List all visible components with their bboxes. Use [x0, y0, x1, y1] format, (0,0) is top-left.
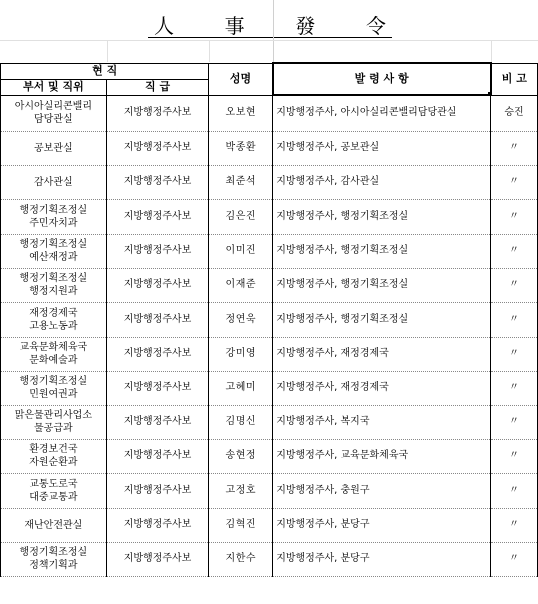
order-cell[interactable]: 지방행정주사, 재정경제국 [273, 337, 491, 371]
note-cell[interactable]: 〃 [491, 439, 538, 473]
name-cell[interactable]: 김명신 [209, 405, 273, 439]
grade-cell[interactable]: 지방행정주사보 [106, 302, 209, 337]
personnel-table [0, 62, 538, 577]
grid-line [107, 40, 108, 62]
note-cell[interactable]: 〃 [491, 131, 538, 165]
name-cell[interactable]: 송현정 [209, 439, 273, 473]
grade-cell[interactable]: 지방행정주사보 [106, 95, 209, 131]
table-row [1, 95, 538, 131]
dept-cell[interactable]: 공보관실 [1, 131, 107, 165]
page-title [148, 12, 392, 38]
dept-cell[interactable]: 재난안전관실 [1, 508, 107, 542]
dept-cell[interactable]: 행정기획조정실 예산재정과 [1, 234, 107, 268]
order-cell[interactable]: 지방행정주사, 행정기획조정실 [273, 234, 491, 268]
order-cell[interactable]: 지방행정주사, 아시아실리콘밸리담당관실 [273, 95, 491, 131]
name-cell[interactable]: 김혁진 [209, 508, 273, 542]
table-row [1, 473, 538, 508]
table-row [1, 439, 538, 473]
order-cell[interactable]: 지방행정주사, 행정기획조정실 [273, 268, 491, 302]
dept-cell[interactable]: 아시아실리콘밸리 담당관실 [1, 95, 107, 131]
note-cell[interactable]: 〃 [491, 199, 538, 234]
header-order[interactable] [273, 63, 491, 95]
grade-cell[interactable]: 지방행정주사보 [106, 199, 209, 234]
table-row [1, 165, 538, 199]
order-cell[interactable]: 지방행정주사, 공보관실 [273, 131, 491, 165]
cell-fill-handle[interactable] [488, 92, 491, 95]
column-divider [273, 0, 274, 62]
header-current[interactable]: 현 직 [1, 63, 209, 79]
order-cell[interactable]: 지방행정주사, 분당구 [273, 542, 491, 576]
order-cell[interactable]: 지방행정주사, 교육문화체육국 [273, 439, 491, 473]
note-cell[interactable]: 〃 [491, 165, 538, 199]
name-cell[interactable]: 최준석 [209, 165, 273, 199]
order-cell[interactable]: 지방행정주사, 행정기획조정실 [273, 199, 491, 234]
header-dept-position[interactable]: 부서 및 직위 [1, 79, 107, 95]
order-cell[interactable]: 지방행정주사, 재정경제국 [273, 371, 491, 405]
title-char: 發 [295, 14, 316, 38]
header-note[interactable]: 비 고 [491, 63, 538, 95]
dept-cell[interactable]: 행정기획조정실 주민자치과 [1, 199, 107, 234]
table-body [1, 95, 538, 576]
table-row [1, 268, 538, 302]
note-cell[interactable]: 승진 [491, 95, 538, 131]
grade-cell[interactable]: 지방행정주사보 [106, 371, 209, 405]
table-row [1, 508, 538, 542]
grade-cell[interactable]: 지방행정주사보 [106, 439, 209, 473]
dept-cell[interactable]: 환경보건국 자원순환과 [1, 439, 107, 473]
note-cell[interactable]: 〃 [491, 234, 538, 268]
table-row [1, 302, 538, 337]
table-row [1, 199, 538, 234]
grade-cell[interactable]: 지방행정주사보 [106, 165, 209, 199]
grid-line [491, 40, 492, 62]
name-cell[interactable]: 강미영 [209, 337, 273, 371]
name-cell[interactable]: 박종환 [209, 131, 273, 165]
note-cell[interactable]: 〃 [491, 542, 538, 576]
table-row [1, 542, 538, 576]
name-cell[interactable]: 이미진 [209, 234, 273, 268]
title-char: 令 [365, 14, 386, 38]
title-char: 事 [224, 14, 245, 38]
note-cell[interactable]: 〃 [491, 405, 538, 439]
dept-cell[interactable]: 감사관실 [1, 165, 107, 199]
note-cell[interactable]: 〃 [491, 337, 538, 371]
dept-cell[interactable]: 행정기획조정실 정책기획과 [1, 542, 107, 576]
grade-cell[interactable]: 지방행정주사보 [106, 473, 209, 508]
name-cell[interactable]: 오보현 [209, 95, 273, 131]
dept-cell[interactable]: 교통도로국 대중교통과 [1, 473, 107, 508]
dept-cell[interactable]: 교육문화체육국 문화예술과 [1, 337, 107, 371]
grade-cell[interactable]: 지방행정주사보 [106, 405, 209, 439]
table-row [1, 405, 538, 439]
grid-line [209, 40, 210, 62]
title-row [0, 0, 538, 40]
name-cell[interactable]: 이재준 [209, 268, 273, 302]
dept-cell[interactable]: 행정기획조정실 민원여권과 [1, 371, 107, 405]
dept-cell[interactable]: 맑은물관리사업소 물공급과 [1, 405, 107, 439]
grade-cell[interactable]: 지방행정주사보 [106, 337, 209, 371]
grade-cell[interactable]: 지방행정주사보 [106, 131, 209, 165]
table-row [1, 371, 538, 405]
order-cell[interactable]: 지방행정주사, 복지국 [273, 405, 491, 439]
name-cell[interactable]: 고정호 [209, 473, 273, 508]
dept-cell[interactable]: 재정경제국 고용노동과 [1, 302, 107, 337]
grid-line [0, 40, 538, 41]
order-cell[interactable]: 지방행정주사, 감사관실 [273, 165, 491, 199]
order-cell[interactable]: 지방행정주사, 행정기획조정실 [273, 302, 491, 337]
table-row [1, 337, 538, 371]
grade-cell[interactable]: 지방행정주사보 [106, 234, 209, 268]
header-grade[interactable]: 직 급 [106, 79, 209, 95]
grade-cell[interactable]: 지방행정주사보 [106, 268, 209, 302]
grade-cell[interactable]: 지방행정주사보 [106, 542, 209, 576]
name-cell[interactable]: 지한수 [209, 542, 273, 576]
order-cell[interactable]: 지방행정주사, 충원구 [273, 473, 491, 508]
grade-cell[interactable]: 지방행정주사보 [106, 508, 209, 542]
header-order-label: 발 령 사 항 [354, 71, 409, 85]
note-cell[interactable]: 〃 [491, 371, 538, 405]
order-cell[interactable]: 지방행정주사, 분당구 [273, 508, 491, 542]
name-cell[interactable]: 고혜미 [209, 371, 273, 405]
name-cell[interactable]: 정연욱 [209, 302, 273, 337]
header-name[interactable]: 성명 [209, 63, 273, 95]
note-cell[interactable]: 〃 [491, 473, 538, 508]
table-row [1, 234, 538, 268]
note-cell[interactable]: 〃 [491, 508, 538, 542]
note-cell[interactable]: 〃 [491, 302, 538, 337]
name-cell[interactable]: 김은진 [209, 199, 273, 234]
title-char: 人 [154, 14, 174, 38]
table-row [1, 131, 538, 165]
dept-cell[interactable]: 행정기획조정실 행정지원과 [1, 268, 107, 302]
note-cell[interactable]: 〃 [491, 268, 538, 302]
